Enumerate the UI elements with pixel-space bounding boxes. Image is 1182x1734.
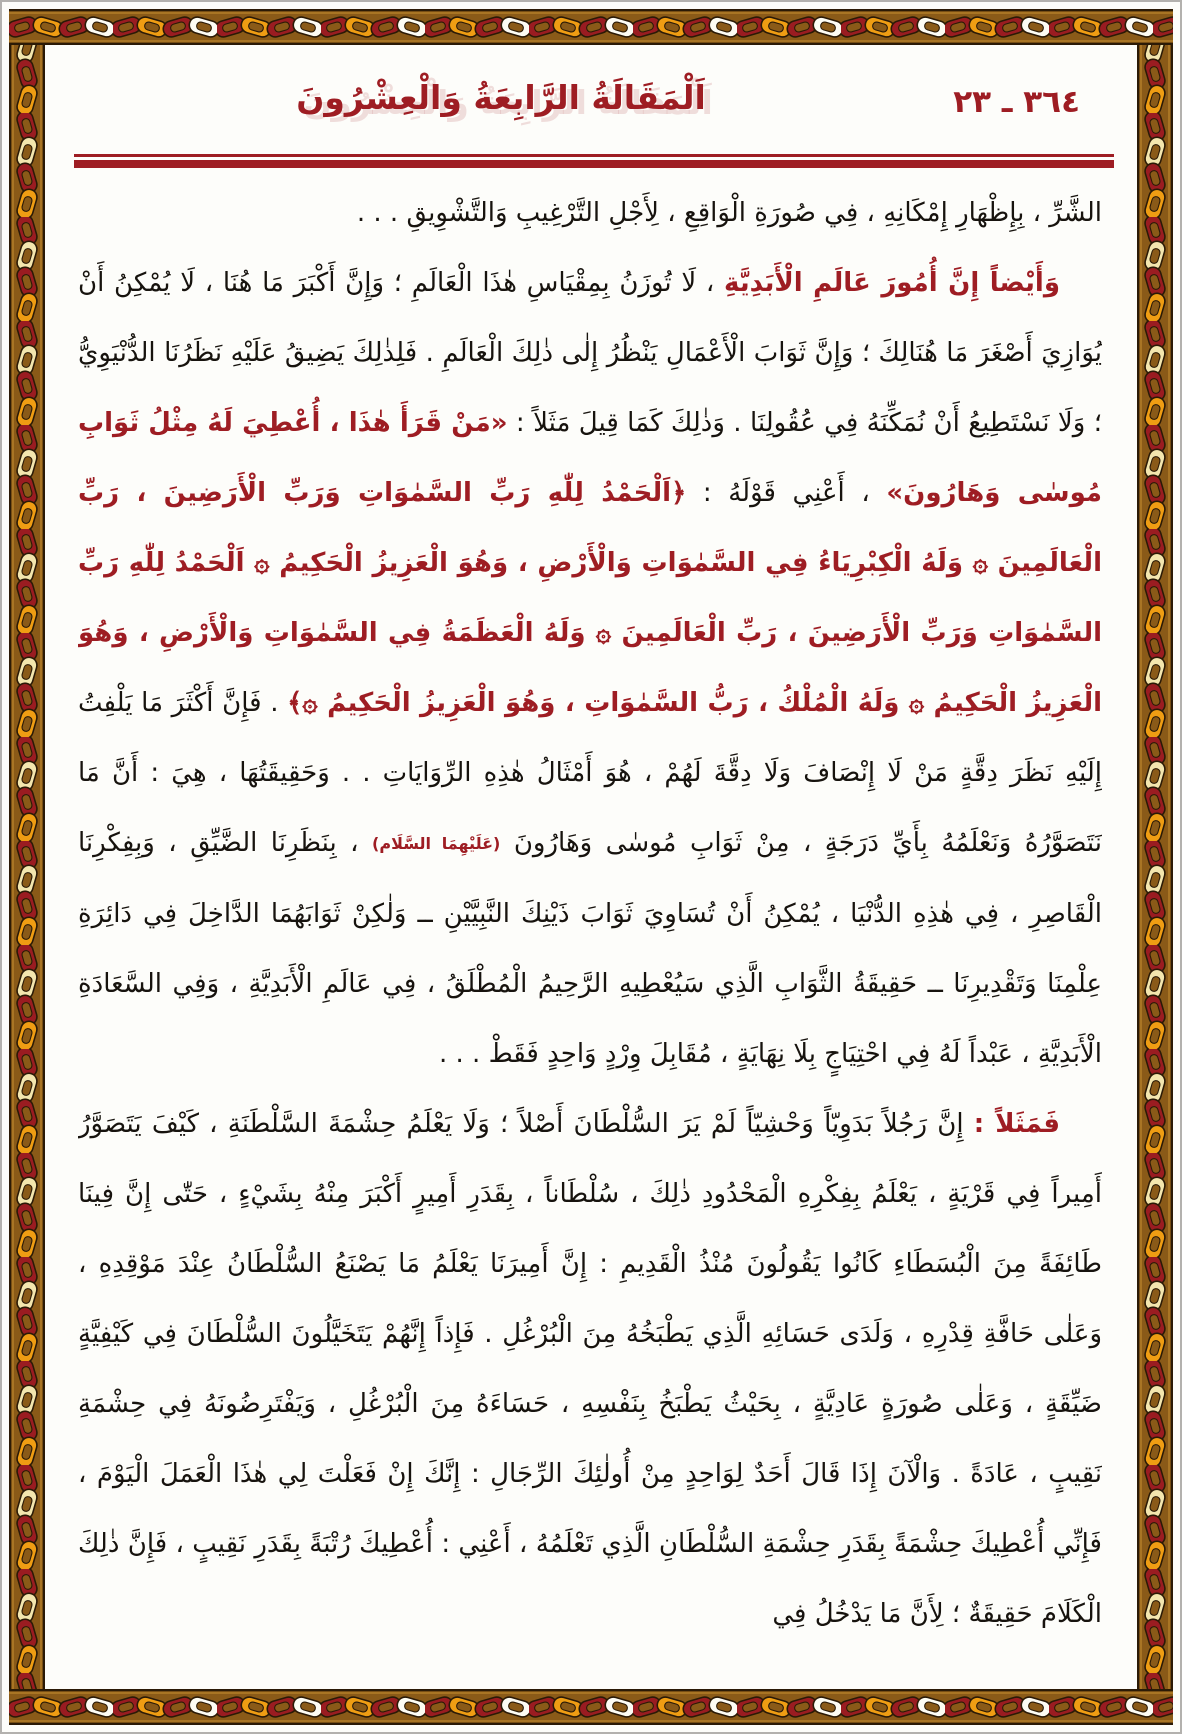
body-run: إِنَّ رَجُلاً بَدَوِيّاً وَحْشِيّاً لَمْ يَرَ السُّلْطَانَ أَصْلاً ؛ وَلَا يَعْلَمُ حِشْمَةَ السَّلْطَنَةِ ، كَيْفَ يَتَصَوَّرُ أَمِيراً فِي قَرْيَةٍ ، يَعْلَمُ بِفِكْرِهِ الْمَحْدُودِ ذٰلِكَ ، سُلْطَاناً ، بِقَدَرِ أَمِيرٍ أَكْبَرَ مِنْهُ بِشَيْءٍ ، حَتّٰى إِنَّ فِينَا طَائِفَةً مِنَ الْبُسَطَاءِ كَانُوا يَقُولُونَ مُنْذُ الْقَدِيمِ : إِنَّ أَمِيرَنَا يَعْلَمُ مَا يَصْنَعُ السُّلْطَانُ عِنْدَ مَوْقِدِهِ ، وَعَلٰى حَافَّةِ قِدْرِهِ ، وَلَدَى حَسَائِهِ الَّذِي يَطْبَخُهُ مِنَ الْبُرْغُلِ . فَإِذاً إِنَّهُمْ يَتَخَيَّلُونَ السُّلْطَانَ فِي كَيْفِيَّةٍ ضَيِّقَةٍ ، وَعَلٰى صُورَةٍ عَادِيَّةٍ ، بِحَيْثُ يَطْبَخُ بِنَفْسِهِ ، حَسَاءَهُ مِنَ الْبُرْغُلِ ، وَيَفْتَرِضُونَهُ فِي حِشْمَةِ نَقِيبٍ ، عَادَةً . وَالْآنَ إِذَا قَالَ أَحَدٌ لِوَاحِدٍ مِنْ أُولٰئِكَ الرِّجَالِ : إِنَّكَ إِنْ فَعَلْتَ لِي هٰذَا الْعَمَلَ الْيَوْمَ ، فَإِنِّي أُعْطِيكَ حِشْمَةً بِقَدَرِ حِشْمَةِ السُّلْطَانِ الَّذِي تَعْلَمُهُ ، أَعْنِي : أُعْطِيكَ رُتْبَةً بِقَدَرِ نَقِيبٍ ، فَإِنَّ ذٰلِكَ الْكَلَامَ حَقِيقَةٌ ؛ لِأَنَّ مَا يَدْخُلُ فِي xyxy=(78,1109,1102,1629)
emphasis-lead: وَأَيْضاً إِنَّ أُمُورَ عَالَمِ الْأَبَدِيَّةِ xyxy=(724,268,1060,298)
honorific-salutation: (عَلَيْهِمَا السَّلَام) xyxy=(372,834,501,853)
body-run: ، لَا تُوزَنُ بِمِقْيَاسِ هٰذَا الْعَالَمِ ؛ وَإِنَّ أَكْبَرَ مَا هُنَا ، لَا يُمْكِنُ أَنْ يُوَازِيَ أَصْغَرَ مَا هُنَالِكَ ؛ وَإِنَّ ثَوَابَ الْأَعْمَالِ يَنْظُرُ إِلٰى ذٰلِكَ الْعَالَمِ . فَلِذٰلِكَ يَضِيقُ عَلَيْهِ نَظَرُنَا الدُّنْيَوِيُّ ؛ وَلَا نَسْتَطِيعُ أَنْ نُمَكِّنَهُ فِي عُقُولِنَا . وَذٰلِكَ كَمَا قِيلَ مَثَلاً : xyxy=(78,268,1102,438)
body-run: ، أَعْنِي قَوْلَهُ : xyxy=(686,478,887,508)
emphasis-lead: فَمَثَلاً : xyxy=(973,1109,1061,1139)
hadith-quote: «مَنْ قَرَأَ هٰذَا ، أُعْطِيَ لَهُ مِثْلُ ثَوَابِ مُوسٰى وَهَارُونَ» xyxy=(78,408,1102,508)
divider-thick-line xyxy=(74,160,1114,168)
body-run: الشَّرِّ ، بِإِظْهَارِ إِمْكَانِهِ ، فِي صُورَةِ الْوَاقِعِ ، لِأَجْلِ التَّرْغِيبِ وَالتَّشْوِيقِ . . . xyxy=(356,198,1102,228)
body-run: ، بِنَظَرِنَا الضَّيِّقِ ، وَبِفِكْرِنَا الْقَاصِرِ ، فِي هٰذِهِ الدُّنْيَا ، يُمْكِنُ أَنْ تُسَاوِيَ ثَوَابَ ذَيْنِكَ النَّبِيَّيْنِ ــ وَلٰكِنْ ثَوَابَهُمَا الدَّاخِلَ فِي دَائِرَةِ عِلْمِنَا وَتَقْدِيرِنَا ــ حَقِيقَةُ الثَّوَابِ الَّذِي سَيُعْطِيهِ الرَّحِيمُ الْمُطْلَقُ ، فِي عَالَمِ الْأَبَدِيَّةِ ، وَفِي السَّعَادَةِ الْأَبَدِيَّةِ ، عَبْداً لَهُ فِي احْتِيَاجٍ بِلَا نِهَايَةٍ ، مُقَابِلَ وِرْدٍ وَاحِدٍ فَقَطْ . . . xyxy=(78,828,1102,1069)
quran-quote: ﴿اَلْحَمْدُ لِلّٰهِ رَبِّ السَّمٰوَاتِ وَرَبِّ الْأَرَضِينَ ، رَبِّ الْعَالَمِينَ ۞ وَلَهُ الْكِبْرِيَاءُ فِي السَّمٰوَاتِ وَالْأَرْضِ ، وَهُوَ الْعَزِيزُ الْحَكِيمُ ۞ اَلْحَمْدُ لِلّٰهِ رَبِّ السَّمٰوَاتِ وَرَبِّ الْأَرَضِينَ ، رَبِّ الْعَالَمِينَ ۞ وَلَهُ الْعَظَمَةُ فِي السَّمٰوَاتِ وَالْأَرْضِ ، وَهُوَ الْعَزِيزُ الْحَكِيمُ ۞ وَلَهُ الْمُلْكُ ، رَبُّ السَّمٰوَاتِ ، وَهُوَ الْعَزِيزُ الْحَكِيمُ ۞﴾ xyxy=(78,478,1102,718)
ornamental-border-top xyxy=(9,9,1173,45)
paragraph-main xyxy=(78,248,1102,1089)
page-number: ٣٦٤ ـ ٢٣ xyxy=(953,84,1080,120)
header-divider xyxy=(74,154,1114,168)
ornamental-border-right xyxy=(1137,9,1173,1725)
page-title: اَلْمَقَالَةُ الرَّابِعَةُ وَالْعِشْرُونَ xyxy=(296,78,706,117)
body-text xyxy=(78,178,1102,1680)
paragraph-continuation xyxy=(78,178,1102,248)
body-run: . فَإِنَّ أَكْثَرَ مَا يَلْفِتُ إِلَيْهِ نَظَرَ دِقَّةٍ مَنْ لَا إِنْصَافَ وَلَا دِقَّةَ لَهُمْ ، هُوَ أَمْثَالُ هٰذِهِ الرِّوَايَاتِ . . وَحَقِيقَتُهَا ، هِيَ : أَنَّ مَا نَتَصَوَّرُهُ وَنَعْلَمُهُ بِأَيِّ دَرَجَةٍ ، مِنْ ثَوَابِ مُوسٰى وَهَارُونَ xyxy=(78,688,1102,858)
ornamental-border-bottom xyxy=(9,1689,1173,1725)
paragraph-example xyxy=(78,1089,1102,1649)
ornamental-border-left xyxy=(9,9,45,1725)
